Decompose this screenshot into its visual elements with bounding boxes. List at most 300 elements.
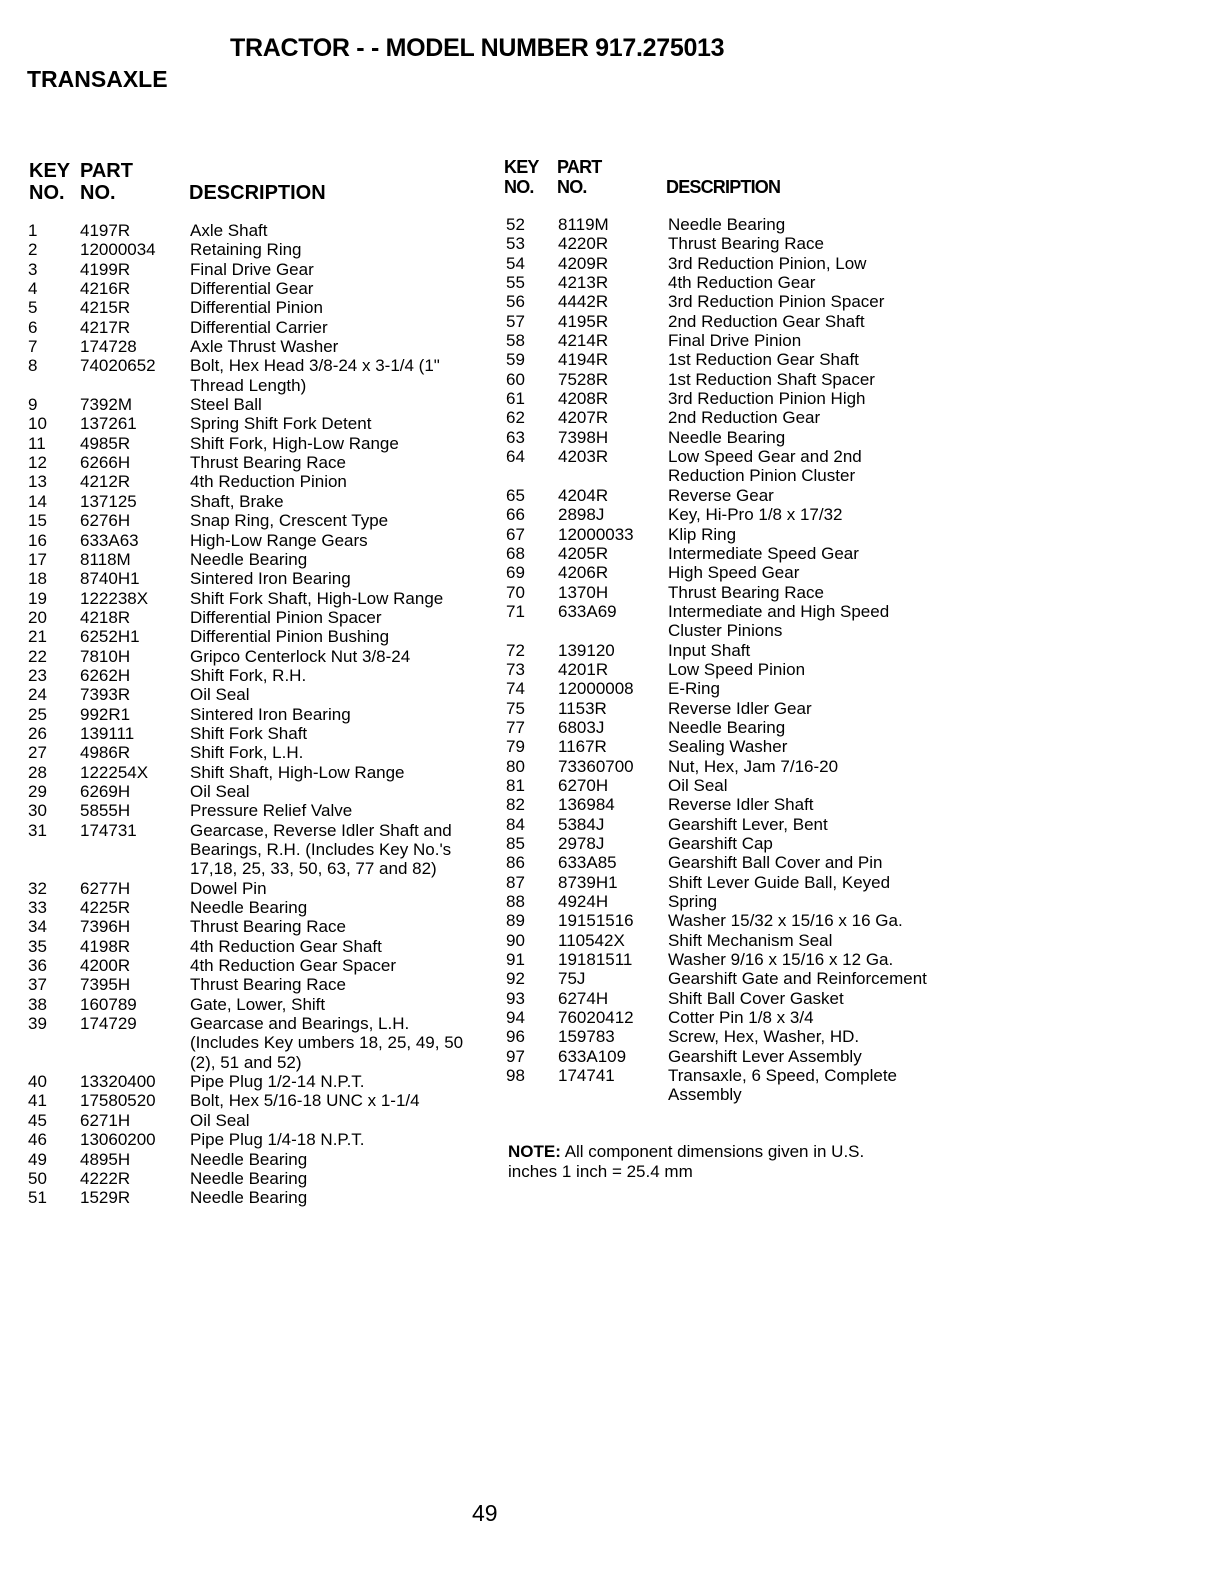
key-number: 30 (28, 801, 47, 821)
part-number: 12000033 (558, 524, 634, 544)
key-number: 58 (506, 331, 525, 351)
part-number: 4986R (80, 743, 131, 763)
part-number: 136984 (558, 795, 615, 815)
part-number: 4194R (558, 350, 609, 370)
part-number: 174731 (80, 820, 137, 840)
key-number: 79 (506, 737, 525, 757)
part-number: 6803J (558, 717, 605, 737)
key-number: 86 (506, 853, 525, 873)
part-number: 139111 (80, 723, 135, 743)
part-row (28, 240, 468, 259)
part-row (28, 1072, 468, 1091)
key-number: 15 (28, 511, 47, 531)
parts-list-right (506, 215, 946, 1105)
part-row (28, 318, 468, 337)
part-description: Shift Fork, High-Low Range (190, 433, 399, 453)
part-row (28, 1130, 468, 1149)
key-number: 49 (28, 1149, 47, 1169)
part-number: 4203R (558, 447, 609, 467)
part-description: E-Ring (668, 679, 720, 699)
part-row (28, 414, 468, 433)
key-number: 71 (506, 601, 525, 621)
part-description: Needle Bearing (190, 549, 308, 569)
part-number: 4205R (558, 543, 609, 563)
part-description: Intermediate and High Speed Cluster Pinions (668, 601, 890, 641)
key-number: 39 (28, 1014, 47, 1034)
part-row (28, 492, 468, 511)
part-row (28, 937, 468, 956)
part-number: 6266H (80, 453, 131, 473)
part-description: Axle Shaft (190, 221, 268, 240)
part-row (28, 705, 468, 724)
part-description: Final Drive Pinion (668, 331, 802, 351)
key-number: 96 (506, 1027, 525, 1047)
part-row (506, 911, 946, 930)
part-number: 7395H (80, 975, 131, 995)
part-row (28, 511, 468, 530)
part-description: Thrust Bearing Race (190, 917, 346, 937)
part-number: 174741 (558, 1066, 615, 1086)
key-number: 21 (28, 627, 47, 647)
key-number: 3 (28, 259, 38, 279)
part-description: Differential Carrier (190, 317, 328, 337)
part-description: Reverse Gear (668, 485, 774, 505)
part-number: 7396H (80, 917, 131, 937)
part-description: Washer 15/32 x 15/16 x 16 Ga. (668, 911, 903, 931)
part-row (28, 627, 468, 646)
part-description: Snap Ring, Crescent Type (190, 511, 389, 531)
part-number: 1370H (558, 582, 609, 602)
key-number: 90 (506, 930, 525, 950)
key-number: 2 (28, 240, 38, 260)
part-description: Differential Pinion (190, 298, 323, 318)
key-number: 87 (506, 872, 525, 892)
key-number: 7 (28, 337, 38, 357)
key-number: 97 (506, 1046, 525, 1066)
part-description: 1st Reduction Shaft Spacer (668, 369, 875, 389)
key-number: 33 (28, 898, 47, 918)
part-description: Shift Shaft, High-Low Range (190, 762, 405, 782)
part-number: 7528R (558, 369, 609, 389)
part-description: 4th Reduction Gear (668, 273, 816, 293)
key-number: 70 (506, 582, 525, 602)
part-number: 5855H (80, 801, 131, 821)
part-row (28, 1014, 468, 1072)
part-description: Pipe Plug 1/4-18 N.P.T. (190, 1130, 365, 1150)
key-number: 36 (28, 956, 47, 976)
key-number: 31 (28, 820, 47, 840)
part-number: 6269H (80, 781, 131, 801)
key-number: 55 (506, 273, 525, 293)
part-number: 4206R (558, 563, 609, 583)
part-number: 4214R (558, 331, 609, 351)
part-row (28, 434, 468, 453)
part-description: Bolt, Hex 5/16-18 UNC x 1-1/4 (190, 1091, 420, 1111)
part-number: 4208R (558, 389, 609, 409)
part-description: Oil Seal (668, 775, 728, 795)
part-number: 13320400 (80, 1072, 156, 1092)
key-number: 38 (28, 994, 47, 1014)
part-number: 6252H1 (80, 627, 140, 647)
part-number: 4222R (80, 1168, 131, 1188)
part-row (28, 472, 468, 491)
part-row (506, 350, 946, 369)
part-description: Gearshift Gate and Reinforcement (668, 969, 927, 989)
part-row (28, 782, 468, 801)
part-row (28, 685, 468, 704)
part-row (506, 254, 946, 273)
part-description: Cotter Pin 1/8 x 3/4 (668, 1008, 814, 1028)
part-number: 6270H (558, 775, 609, 795)
part-row (506, 660, 946, 679)
part-row (28, 801, 468, 820)
part-number: 992R1 (80, 704, 131, 724)
part-description: Gearcase and Bearings, L.H. (Includes Key umbers 18, 25, 49, 50 (2), 51 and 52) (190, 1014, 464, 1072)
part-number: 7392M (80, 395, 132, 415)
part-description: Spring Shift Fork Detent (190, 414, 372, 434)
key-number: 18 (28, 569, 47, 589)
part-row (506, 486, 946, 505)
part-row (28, 917, 468, 936)
key-number: 81 (506, 775, 525, 795)
part-number: 75J (558, 969, 586, 989)
part-row (506, 950, 946, 969)
part-number: 19151516 (558, 911, 634, 931)
key-number: 51 (28, 1188, 47, 1208)
part-row (506, 215, 946, 234)
part-description: Oil Seal (190, 685, 250, 705)
key-number: 14 (28, 491, 47, 511)
key-number: 34 (28, 917, 47, 937)
part-description: Needle Bearing (668, 717, 786, 737)
part-row (28, 395, 468, 414)
part-row (506, 583, 946, 602)
key-number: 67 (506, 524, 525, 544)
part-header-line2-right: NO. (557, 177, 587, 197)
part-number: 8739H1 (558, 872, 618, 892)
key-number: 35 (28, 936, 47, 956)
part-row (506, 389, 946, 408)
part-row (28, 879, 468, 898)
part-row (28, 550, 468, 569)
part-row (506, 931, 946, 950)
part-description: Shift Fork, L.H. (190, 743, 304, 763)
part-description: Reverse Idler Gear (668, 698, 812, 718)
key-number: 82 (506, 795, 525, 815)
part-row (506, 776, 946, 795)
key-number: 1 (28, 221, 38, 240)
part-description: Shaft, Brake (190, 491, 284, 511)
part-number: 2898J (558, 505, 605, 525)
part-description: Transaxle, 6 Speed, Complete Assembly (668, 1066, 897, 1105)
part-description: Washer 9/16 x 15/16 x 12 Ga. (668, 950, 894, 970)
part-number: 8118M (80, 549, 131, 569)
part-row (506, 563, 946, 582)
part-number: 74020652 (80, 356, 156, 376)
part-row (506, 1066, 946, 1105)
key-number: 91 (506, 950, 525, 970)
part-description: Klip Ring (668, 524, 737, 544)
part-description: 3rd Reduction Pinion Spacer (668, 292, 885, 312)
part-row (28, 589, 468, 608)
part-number: 174728 (80, 337, 137, 357)
part-description: Oil Seal (190, 1110, 250, 1130)
key-number: 64 (506, 447, 525, 467)
part-number: 1167R (558, 737, 607, 757)
part-description: Nut, Hex, Jam 7/16-20 (668, 756, 839, 776)
part-row (506, 408, 946, 427)
key-number: 28 (28, 762, 47, 782)
part-number: 17580520 (80, 1091, 156, 1111)
part-row (28, 956, 468, 975)
part-description: Bolt, Hex Head 3/8-24 x 3-1/4 (1" Thread Length) (190, 356, 440, 395)
part-description: Steel Ball (190, 395, 262, 415)
part-number: 6262H (80, 665, 131, 685)
part-row (506, 873, 946, 892)
part-number: 1153R (558, 698, 607, 718)
part-number: 7393R (80, 685, 131, 705)
part-number: 4215R (80, 298, 131, 318)
key-number: 40 (28, 1072, 47, 1092)
parts-list-left (28, 221, 468, 1208)
part-description: Dowel Pin (190, 878, 267, 898)
key-number: 26 (28, 723, 47, 743)
key-number: 54 (506, 253, 525, 273)
part-row (28, 279, 468, 298)
part-description: 3rd Reduction Pinion High (668, 389, 866, 409)
part-row (28, 569, 468, 588)
part-row (506, 737, 946, 756)
part-row (28, 298, 468, 317)
part-number: 4209R (558, 253, 609, 273)
part-number: 6277H (80, 878, 131, 898)
part-description: Differential Pinion Bushing (190, 627, 390, 647)
part-description: Key, Hi-Pro 1/8 x 17/32 (668, 505, 843, 525)
key-number: 9 (28, 395, 38, 415)
key-header-line2: NO. (29, 182, 65, 204)
part-description: Retaining Ring (190, 240, 302, 260)
key-number: 92 (506, 969, 525, 989)
part-number: 4985R (80, 433, 131, 453)
part-description: Sealing Washer (668, 737, 788, 757)
part-description: Thrust Bearing Race (668, 234, 824, 254)
part-row (506, 892, 946, 911)
section-title: TRANSAXLE (27, 66, 168, 92)
page-title: TRACTOR - - MODEL NUMBER 917.275013 (230, 34, 725, 62)
key-number: 80 (506, 756, 525, 776)
part-number: 4213R (558, 273, 609, 293)
part-row (28, 647, 468, 666)
key-number: 11 (28, 433, 46, 453)
part-row (506, 969, 946, 988)
key-number: 94 (506, 1008, 525, 1028)
part-description: Thrust Bearing Race (190, 975, 346, 995)
part-description: Shift Fork Shaft, High-Low Range (190, 588, 444, 608)
part-row (28, 337, 468, 356)
part-row (506, 1027, 946, 1046)
key-number: 57 (506, 311, 525, 331)
part-number: 4201R (558, 659, 609, 679)
part-row (506, 853, 946, 872)
part-number: 5384J (558, 814, 605, 834)
part-number: 4195R (558, 311, 609, 331)
part-description: Pressure Relief Valve (190, 801, 353, 821)
part-row (506, 699, 946, 718)
part-row (506, 1008, 946, 1027)
key-number: 74 (506, 679, 525, 699)
part-description: Differential Gear (190, 279, 314, 299)
part-description: Needle Bearing (668, 427, 786, 447)
part-row (28, 531, 468, 550)
key-number: 16 (28, 530, 47, 550)
part-description: Shift Lever Guide Ball, Keyed (668, 872, 891, 892)
key-number: 6 (28, 317, 38, 337)
part-description: 4th Reduction Gear Shaft (190, 936, 382, 956)
part-row (28, 221, 468, 240)
part-number: 2978J (558, 834, 605, 853)
part-description: Gearshift Lever, Bent (668, 814, 828, 834)
part-number: 4212R (80, 472, 131, 492)
key-number: 50 (28, 1168, 47, 1188)
part-number: 633A109 (558, 1046, 627, 1066)
part-description: Low Speed Pinion (668, 659, 806, 679)
part-description: Thrust Bearing Race (190, 453, 346, 473)
part-description: Gripco Centerlock Nut 3/8-24 (190, 646, 411, 666)
key-number: 75 (506, 698, 525, 718)
key-number: 32 (28, 878, 47, 898)
part-row (506, 757, 946, 776)
page-number: 49 (472, 1500, 498, 1526)
part-description: Gearcase, Reverse Idler Shaft and Bearings, R.H. (Includes Key No.'s 17,18, 25, 33, 50, 63, 77 and 82) (190, 820, 452, 879)
part-number: 4218R (80, 607, 131, 627)
part-description: Needle Bearing (190, 898, 308, 918)
key-number: 65 (506, 485, 525, 505)
key-number: 45 (28, 1110, 47, 1130)
part-description: Final Drive Gear (190, 259, 314, 279)
part-row (28, 356, 468, 395)
key-number: 29 (28, 781, 47, 801)
part-row (506, 505, 946, 524)
part-description: Reverse Idler Shaft (668, 795, 814, 815)
note-label: NOTE: (508, 1142, 561, 1161)
part-number: 139120 (558, 640, 615, 660)
part-description: Needle Bearing (668, 215, 786, 234)
part-number: 4225R (80, 898, 131, 918)
key-number: 66 (506, 505, 525, 525)
description-header: DESCRIPTION (189, 182, 326, 204)
part-number: 122238X (80, 588, 149, 608)
part-description: Shift Fork, R.H. (190, 665, 307, 685)
part-number: 137261 (80, 414, 137, 434)
part-number: 6274H (558, 988, 609, 1008)
part-description: Gearshift Ball Cover and Pin (668, 853, 883, 873)
part-description: 4th Reduction Pinion (190, 472, 347, 492)
part-number: 4895H (80, 1149, 131, 1169)
key-number: 73 (506, 659, 525, 679)
part-number: 4217R (80, 317, 131, 337)
part-number: 110542X (558, 930, 625, 950)
part-description: High Speed Gear (668, 563, 800, 583)
part-number: 4216R (80, 279, 131, 299)
key-number: 69 (506, 563, 525, 583)
part-header-line2: NO. (80, 182, 116, 204)
part-description: Gearshift Lever Assembly (668, 1046, 862, 1066)
part-number: 8119M (558, 215, 609, 234)
part-number: 12000034 (80, 240, 156, 260)
key-header-line1: KEY (29, 160, 71, 182)
part-description: Thrust Bearing Race (668, 582, 824, 602)
part-row (506, 815, 946, 834)
key-number: 84 (506, 814, 525, 834)
part-row (28, 260, 468, 279)
part-row (506, 795, 946, 814)
part-row (506, 428, 946, 447)
part-number: 6276H (80, 511, 131, 531)
part-row (506, 1047, 946, 1066)
key-number: 60 (506, 369, 525, 389)
part-description: Shift Ball Cover Gasket (668, 988, 844, 1008)
part-row (28, 763, 468, 782)
part-row (28, 453, 468, 472)
key-number: 89 (506, 911, 525, 931)
part-row (506, 679, 946, 698)
part-row (506, 312, 946, 331)
part-description: Needle Bearing (190, 1188, 308, 1208)
part-row (28, 1091, 468, 1110)
key-number: 22 (28, 646, 47, 666)
part-row (28, 1111, 468, 1130)
key-number: 62 (506, 408, 525, 428)
part-row (28, 666, 468, 685)
part-description: Oil Seal (190, 781, 250, 801)
part-description: 3rd Reduction Pinion, Low (668, 253, 867, 273)
part-number: 4197R (80, 221, 131, 240)
part-description: Screw, Hex, Washer, HD. (668, 1027, 860, 1047)
key-number: 25 (28, 704, 47, 724)
part-number: 633A63 (80, 530, 139, 550)
key-number: 98 (506, 1066, 525, 1086)
part-row (506, 525, 946, 544)
part-description: Needle Bearing (190, 1168, 308, 1188)
key-number: 24 (28, 685, 47, 705)
part-row (28, 1169, 468, 1188)
part-description: High-Low Range Gears (190, 530, 368, 550)
part-row (506, 370, 946, 389)
key-number: 59 (506, 350, 525, 370)
part-row (28, 898, 468, 917)
key-number: 12 (28, 453, 47, 473)
part-number: 13060200 (80, 1130, 156, 1150)
part-number: 137125 (80, 491, 137, 511)
part-description: Axle Thrust Washer (190, 337, 339, 357)
part-row (506, 544, 946, 563)
part-number: 633A85 (558, 853, 617, 873)
part-number: 160789 (80, 994, 137, 1014)
key-header-line2-right: NO. (504, 177, 534, 197)
part-row (506, 989, 946, 1008)
dimension-note (508, 1142, 908, 1181)
part-row (28, 724, 468, 743)
part-header-line1: PART (80, 160, 133, 182)
part-number: 4200R (80, 956, 131, 976)
part-number: 4207R (558, 408, 609, 428)
part-description: Low Speed Gear and 2nd Reduction Pinion Cluster (668, 447, 862, 486)
part-row (506, 718, 946, 737)
part-row (506, 292, 946, 311)
key-number: 61 (506, 389, 525, 409)
part-row (28, 821, 468, 879)
part-description: Gearshift Cap (668, 834, 773, 853)
